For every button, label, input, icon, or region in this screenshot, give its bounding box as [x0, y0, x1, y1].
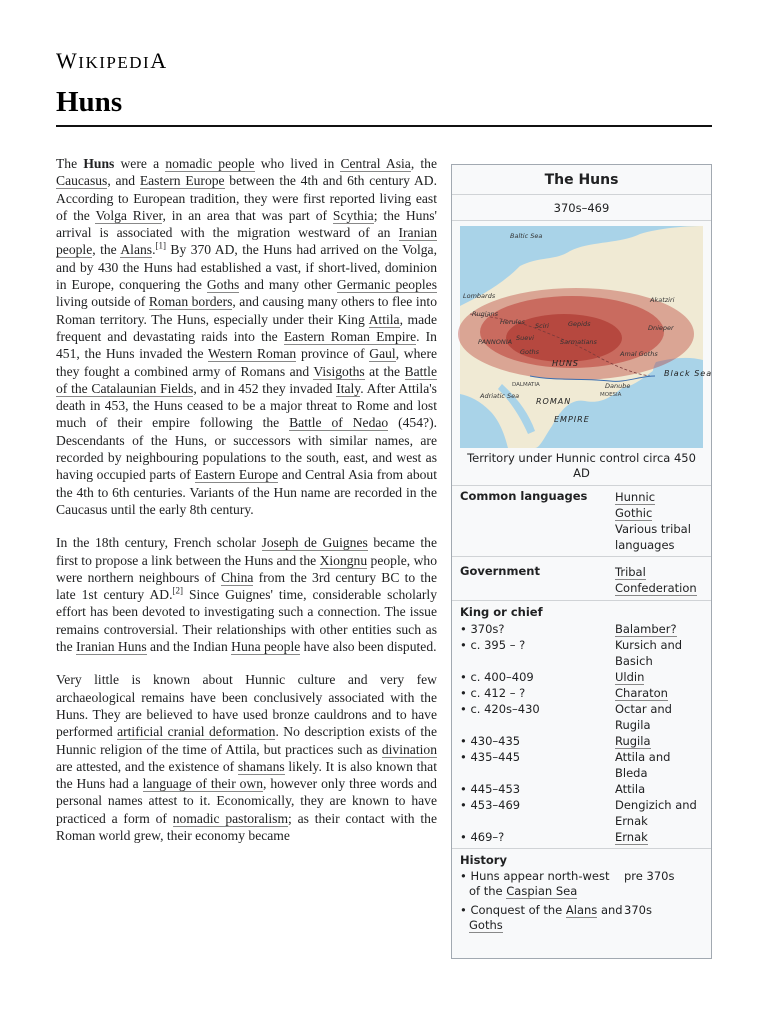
citation-2[interactable]: [2]	[172, 585, 183, 596]
link-joseph-de-guignes[interactable]: Joseph de Guignes	[261, 535, 368, 551]
map-label: Sarmatians	[560, 338, 597, 346]
link-volga-river[interactable]: Volga River	[95, 207, 163, 223]
map-label: HUNS	[552, 359, 579, 368]
link-battle-catalaunian-fields[interactable]: Battle of the Catalaunian Fields	[56, 363, 437, 396]
king-name[interactable]: Octar and Rugila	[615, 702, 672, 732]
paragraph-2	[56, 534, 437, 655]
link-attila[interactable]: Attila	[368, 311, 400, 327]
king-row	[452, 669, 711, 685]
map-label: DALMATIA	[512, 382, 540, 388]
king-link[interactable]: Rugila	[615, 734, 651, 748]
link-battle-of-nedao[interactable]: Battle of Nedao	[289, 415, 389, 431]
history-text: Conquest of the	[470, 903, 566, 917]
link-alans[interactable]: Alans	[120, 242, 153, 258]
map-label: EMPIRE	[554, 415, 590, 424]
link-nomadic-pastoralism[interactable]: nomadic pastoralism	[172, 810, 289, 826]
text: living outside of	[56, 294, 149, 310]
infobox	[451, 164, 712, 959]
text: Since Guignes' time, considerable scholarly effort has been devoted to investigating such a connection. The issue remains controversial. Their relationships with other entities such as the	[56, 587, 437, 655]
king-row	[452, 701, 711, 733]
king-name[interactable]: Attila and Bleda	[615, 750, 671, 780]
text: at the	[364, 363, 405, 379]
history-text: and	[597, 903, 623, 917]
text: ; as their contact with the Roman world grew, their economy became	[56, 810, 438, 843]
text: people, who were northern neighbours of	[56, 552, 437, 585]
king-row	[452, 621, 711, 637]
king-date: • 469–?	[460, 829, 615, 845]
text: . In 451, the Huns invaded the	[56, 328, 437, 362]
paragraph-3	[56, 671, 437, 844]
text: from the 3rd century BC to the late 1st century AD.	[56, 569, 437, 603]
language-item: Various tribal languages	[615, 522, 691, 552]
text: became the first to propose a link between the Huns and the	[56, 535, 437, 568]
king-date: • c. 400–409	[460, 669, 615, 685]
link-tribal-confederation[interactable]: Tribal Confederation	[615, 565, 697, 595]
kings-label: King or chief	[460, 605, 543, 619]
king-row	[452, 781, 711, 797]
text: , however only three words and personal names attest to it. Economically, they are known to have practiced a form of	[56, 776, 437, 826]
link-xiongnu[interactable]: Xiongnu	[319, 552, 368, 568]
history-row	[452, 869, 711, 903]
text: (454?). Descendants of the Huns, or successors with similar names, are recorded by neighbouring populations to the south, east, and west as having occupied parts of	[56, 415, 437, 483]
map-label: Suevi	[516, 334, 534, 342]
map-label: Herules	[500, 318, 525, 326]
text: , in an area that was part of	[162, 207, 333, 223]
text: have also been disputed.	[300, 639, 437, 655]
title-divider	[56, 125, 712, 127]
text: , made frequent and devastating raids into the	[56, 311, 437, 344]
king-row	[452, 733, 711, 749]
text: likely. It is also known that the Huns had a	[56, 758, 437, 792]
map-label: Lombards	[463, 292, 496, 300]
king-name: Attila	[615, 782, 646, 796]
history-date: pre 370s	[624, 869, 675, 883]
map-label: Rugians	[472, 310, 499, 318]
map-label: Sciri	[535, 322, 549, 330]
text: and the Indian	[146, 639, 232, 655]
link-caucasus[interactable]: Caucasus	[56, 173, 108, 189]
text: , and	[107, 173, 140, 189]
map-label: Adriatic Sea	[480, 392, 520, 400]
king-link[interactable]: Balamber?	[615, 622, 677, 636]
text: By 370 AD, the Huns had arrived on the Volga, and by 430 the Huns had established a vast, if short-lived, dominion in Europe, conquering the	[56, 242, 437, 293]
king-date: • 435–445	[460, 749, 615, 781]
king-name[interactable]: Dengizich and Ernak	[615, 798, 697, 828]
link-language-of-their-own[interactable]: language of their own	[142, 776, 264, 792]
page-title: Huns	[56, 86, 123, 118]
text: and Central Asia from about the 4th to 6th centuries. Variants of the Hun name are recorded in the Caucasus until the early 8th century.	[56, 467, 437, 517]
link-china[interactable]: China	[220, 569, 254, 585]
king-row	[452, 749, 711, 781]
link-shamans[interactable]: shamans	[237, 758, 285, 774]
link-scythia[interactable]: Scythia	[332, 207, 374, 223]
link-alans-infobox[interactable]: Alans	[565, 903, 598, 917]
text: , and causing many others to flee into Roman territory. The Huns, especially under their King	[56, 294, 437, 327]
link-huna-people[interactable]: Huna people	[231, 639, 301, 655]
wikipedia-logo[interactable]: WIKIPEDIA	[56, 48, 168, 73]
map-label: Baltic Sea	[510, 232, 543, 240]
king-date: • 430–435	[460, 733, 615, 749]
map-label: Amal Goths	[620, 350, 658, 358]
link-goths-infobox[interactable]: Goths	[469, 918, 503, 932]
king-date: • c. 412 – ?	[460, 685, 615, 701]
text: province of	[296, 346, 370, 362]
text: In the 18th century, French scholar	[56, 535, 262, 551]
map-label: Black Sea	[664, 369, 713, 378]
link-eastern-europe[interactable]: Eastern Europe	[139, 173, 225, 189]
link-western-roman[interactable]: Western Roman	[208, 346, 297, 362]
government-row	[452, 557, 711, 601]
text: who lived in	[254, 156, 341, 171]
languages-label: Common languages	[460, 489, 588, 503]
text: were a	[114, 156, 166, 171]
king-row	[452, 685, 711, 701]
history-row	[452, 903, 711, 937]
link-artificial-cranial-deformation[interactable]: artificial cranial deformation	[117, 724, 276, 740]
map-label: Akatziri	[650, 296, 675, 304]
king-date: • c. 395 – ?	[460, 637, 615, 669]
text: . No description exists of the Hunnic religion of the time of Attila, but practices such as	[56, 724, 438, 757]
infobox-dates: 370s–469	[452, 195, 711, 221]
king-link[interactable]: Ernak	[615, 830, 648, 844]
king-date: • c. 420s–430	[460, 701, 615, 733]
link-visigoths[interactable]: Visigoths	[313, 363, 365, 379]
king-link[interactable]: Charaton	[615, 686, 668, 700]
map-label: MOESIA	[600, 392, 622, 398]
article-body	[56, 155, 437, 860]
text: The	[56, 156, 84, 171]
king-date: • 453–469	[460, 797, 615, 829]
history-label: History	[460, 853, 507, 867]
text: , the	[92, 242, 121, 258]
text: are attested, and the existence of	[56, 758, 238, 774]
map-caption: Territory under Hunnic control circa 450 AD	[452, 448, 711, 486]
history-text: Huns appear north-west of the	[469, 869, 610, 898]
link-hunnic[interactable]: Hunnic	[615, 490, 656, 504]
link-germanic-peoples[interactable]: Germanic peoples	[336, 277, 437, 293]
history-section	[452, 848, 711, 937]
text: and many other	[239, 277, 337, 293]
history-date: 370s	[624, 903, 652, 917]
link-caspian-sea[interactable]: Caspian Sea	[506, 884, 578, 898]
king-link[interactable]: Uldin	[615, 670, 645, 684]
link-roman-borders[interactable]: Roman borders	[148, 294, 233, 310]
map-label: PANNONIA	[478, 338, 513, 346]
map-label: ROMAN	[536, 397, 572, 406]
link-gothic[interactable]: Gothic	[615, 506, 653, 520]
king-date: • 370s?	[460, 621, 615, 637]
king-row	[452, 797, 711, 829]
link-nomadic-people[interactable]: nomadic people	[165, 156, 255, 171]
link-central-asia[interactable]: Central Asia	[340, 156, 411, 171]
text: , and in 452 they invaded	[193, 380, 337, 396]
link-goths[interactable]: Goths	[206, 277, 240, 293]
text: , where they fought a combined army of Romans and	[56, 346, 438, 379]
territory-map[interactable]	[460, 226, 713, 448]
languages-value	[615, 489, 703, 553]
text: , the	[410, 156, 438, 171]
king-row	[452, 637, 711, 669]
link-eastern-europe-2[interactable]: Eastern Europe	[194, 467, 279, 483]
map-label: Goths	[520, 348, 540, 356]
link-iranian-people[interactable]: Iranian people	[56, 225, 437, 258]
link-iranian-huns[interactable]: Iranian Huns	[76, 639, 147, 655]
link-italy[interactable]: Italy	[336, 380, 361, 396]
map-label: Dnieper	[648, 324, 674, 332]
text: between the 4th and 6th century AD. According to European tradition, they were first reported living east of the	[56, 173, 437, 223]
map-label: Gepids	[568, 320, 591, 328]
text: .	[152, 242, 156, 258]
paragraph-1	[56, 155, 437, 518]
bold-term: Huns	[83, 156, 115, 171]
text: ; the Huns' arrival is associated with the migration westward of an	[56, 207, 437, 241]
link-divination[interactable]: divination	[381, 741, 437, 757]
king-row	[452, 829, 711, 845]
link-gaul[interactable]: Gaul	[369, 346, 396, 362]
citation-1[interactable]: [1]	[155, 240, 166, 251]
infobox-caption: The Huns	[452, 165, 711, 195]
king-name: Kursich and Basich	[615, 638, 683, 668]
text: . After Attila's death in 453, the Huns ceased to be a major threat to Rome and lost much of their empire following the	[56, 380, 437, 431]
map-container	[452, 221, 711, 448]
text: Very little is known about Hunnic culture and very few archaeological remains have been conclusively associated with the Huns. They are believed to have used bronze cauldrons and to have performed	[56, 672, 437, 740]
map-label: Danube	[605, 382, 631, 390]
government-label: Government	[460, 564, 540, 578]
link-eastern-roman-empire[interactable]: Eastern Roman Empire	[283, 328, 417, 344]
languages-row	[452, 486, 711, 557]
king-date: • 445–453	[460, 781, 615, 797]
